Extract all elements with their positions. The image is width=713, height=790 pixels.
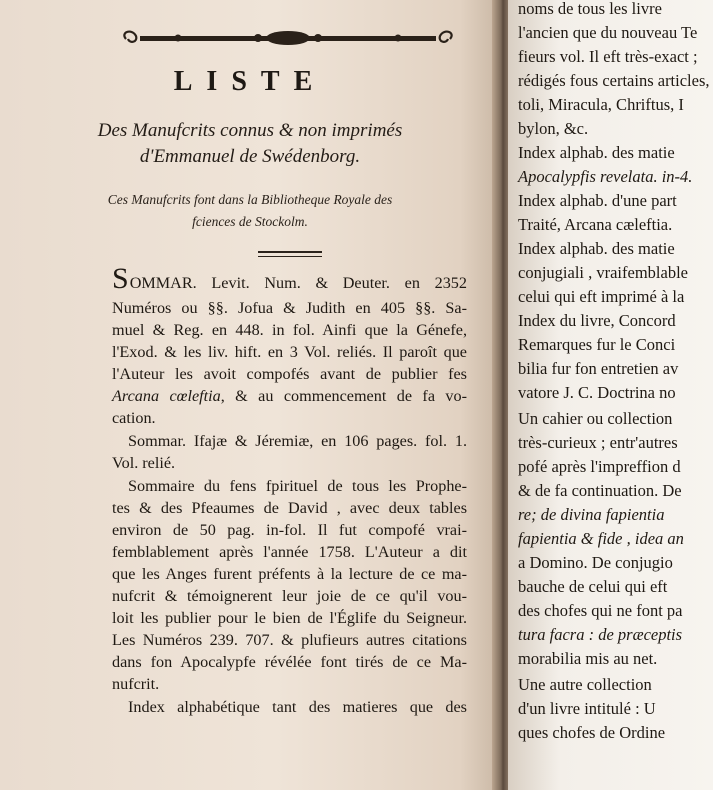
text-line: re; de divina fapientia	[518, 505, 665, 524]
note-line-1: Ces Manufcrits font dans la Bibliotheque Royale des	[107, 192, 393, 207]
text-line: bylon, &c.	[518, 119, 589, 138]
header-ornament	[118, 28, 458, 50]
drop-cap: S	[112, 262, 130, 295]
text-line: fieurs vol. Il eft très-exact ;	[518, 47, 698, 66]
text-line: Sommar. Ifajæ & Jéremiæ, en 106 pages. fol. 1.	[128, 432, 467, 450]
text-line: nufcrit.	[112, 675, 160, 693]
text-line: a Domino. De conjugio	[518, 553, 673, 572]
text-line: tes & des Pfeaumes de David , avec deux tables	[112, 499, 467, 517]
text-line: ques chofes de Ordine	[518, 723, 666, 742]
text-line: dans fon Apocalypfe révélée font tirés de ce Ma-	[112, 653, 467, 671]
text-line: tura facra : de præceptis	[518, 625, 683, 644]
text-line: fapientia & fide , idea an	[518, 529, 684, 548]
text-line: & de fa continuation. De	[518, 481, 682, 500]
text-line: noms de tous les livre	[518, 0, 662, 18]
text-line: conjugiali , vraifemblable	[518, 263, 688, 282]
text-line: Index alphab. des matie	[518, 143, 675, 162]
text-line: Vol. relié.	[112, 454, 176, 472]
text-line: Sommaire du fens fpirituel de tous les Prophe-	[128, 477, 467, 495]
right-page	[508, 0, 713, 790]
text-line: Apocalypfis revelata. in-4.	[518, 167, 693, 186]
text-line: muel & Reg. en 448. in fol. Ainfi que la Génefe,	[112, 321, 467, 339]
text-line: que les Anges furent préfents à la lecture de ce ma-	[112, 565, 467, 583]
text-fragment: OMMAR.	[129, 274, 197, 292]
text-line: bilia fur fon entretien av	[518, 359, 679, 378]
text-line: l'ancien que du nouveau Te	[518, 23, 698, 42]
text-line: Traité, Arcana cæleftia.	[518, 215, 673, 234]
page-title: LISTE	[173, 66, 327, 97]
text-line: Numéros ou §§. Jofua & Judith en 405 §§. Sa-	[112, 299, 467, 317]
subtitle-line-2: d'Emmanuel de Swédenborg.	[139, 146, 361, 167]
note-line-2: fciences de Stockolm.	[192, 214, 308, 229]
text-line: Remarques fur le Conci	[518, 335, 676, 354]
text-line: morabilia mis au net.	[518, 649, 658, 668]
text-line: Index alphabétique tant des matieres que des	[128, 698, 467, 716]
text-line	[112, 385, 467, 407]
section-rule	[258, 251, 322, 253]
text-line: très-curieux ; entr'autres	[518, 433, 678, 452]
text-line: bauche de celui qui eft	[518, 577, 668, 596]
text-line: rédigés fous certains articles,	[518, 71, 710, 90]
section-rule-thin	[258, 256, 322, 257]
text-line: vatore J. C. Doctrina no	[518, 383, 676, 402]
text-line	[112, 262, 467, 295]
text-line: d'un livre intitulé : U	[518, 699, 656, 718]
text-line: cation.	[112, 409, 156, 427]
text-line: loit les publier pour le bien de l'Églife du Seigneur.	[112, 609, 467, 627]
text-line: l'Auteur les avoit compofés avant de publier fes	[112, 365, 467, 383]
text-line: Index alphab. d'une part	[518, 191, 677, 210]
text-fragment: Levit. Num. & Deuter. en 2352	[196, 274, 467, 292]
text-line: pofé après l'impreffion d	[518, 457, 681, 476]
text-line: des chofes qui ne font pa	[518, 601, 683, 620]
text-line: l'Exod. & les liv. hift. en 3 Vol. reliés. Il paroît que	[112, 343, 467, 361]
text-line: Une autre collection	[518, 675, 652, 694]
text-line: Index alphab. des matie	[518, 239, 675, 258]
text-line: nufcrit & témoignerent leur joie de ce qu'il vou-	[112, 587, 467, 605]
text-line: toli, Miracula, Chriftus, I	[518, 95, 684, 114]
text-line: Les Numéros 239. 707. & plufieurs autres citations	[112, 631, 467, 649]
subtitle-line-1: Des Manufcrits connus & non imprimés	[97, 120, 403, 141]
text-line: Index du livre, Concord	[518, 311, 676, 330]
text-line: femblablement après l'année 1758. L'Auteur a dit	[112, 543, 467, 561]
text-fragment: Arcana cœleftia	[112, 387, 221, 405]
text-line: environ de 50 pag. in-fol. Il fut compofé vrai-	[112, 521, 467, 539]
text-line: celui qui eft imprimé à la	[518, 287, 685, 306]
text-fragment: , & au commencement de fa vo-	[220, 387, 467, 405]
text-line: Un cahier ou collection	[518, 409, 673, 428]
